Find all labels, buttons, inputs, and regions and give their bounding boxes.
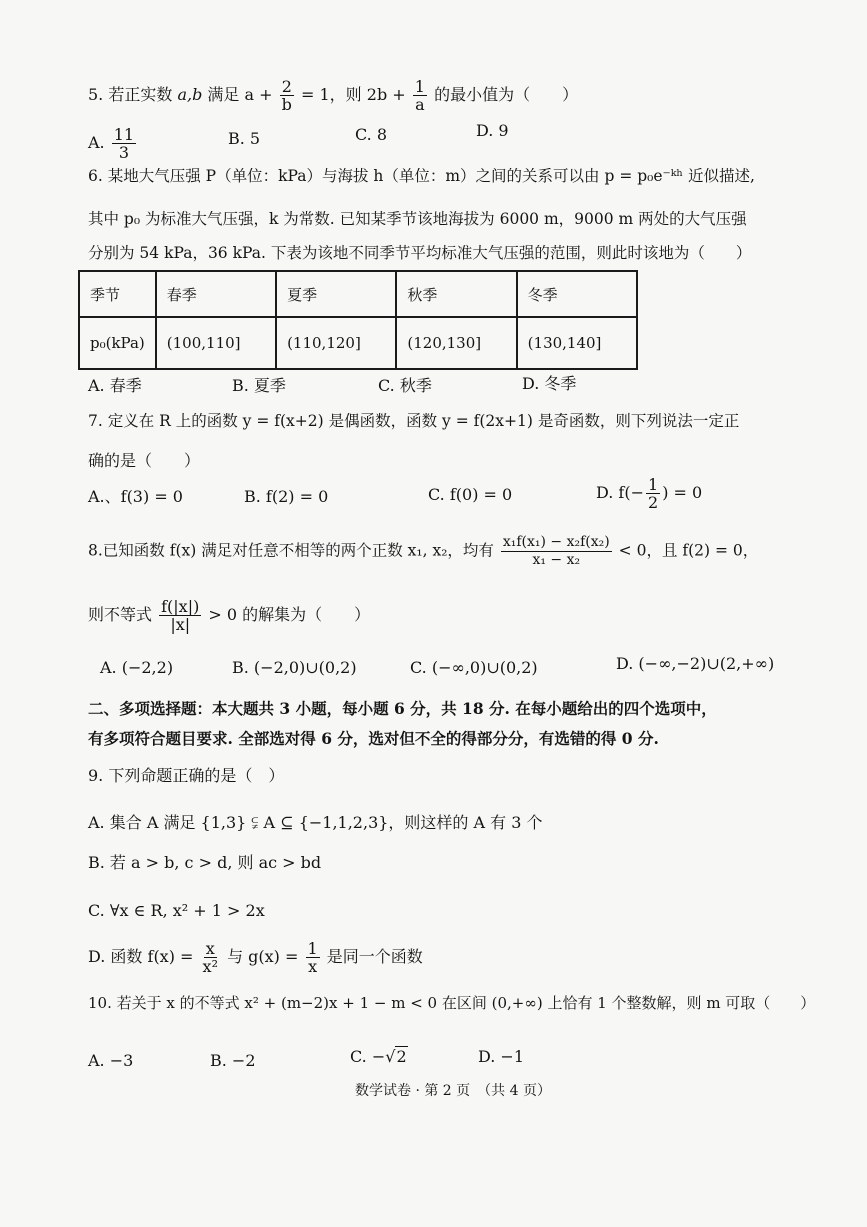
q8-ineq-den: |x| — [170, 615, 191, 634]
q5-target-den: a — [415, 95, 425, 114]
table-cell: (120,130] — [396, 317, 516, 369]
q5-option-a-label: A. — [88, 133, 105, 152]
q9-g-fraction — [306, 940, 320, 975]
q7-option-d-fraction — [646, 476, 660, 511]
q9-g-num: 1 — [307, 939, 318, 958]
q7-option-d-post: ) = 0 — [662, 483, 703, 502]
table-header-cell: 季节 — [79, 271, 156, 317]
q8-option-a: A. (−2,2) — [100, 658, 174, 677]
q10-stem: 10. 若关于 x 的不等式 x² + (m−2)x + 1 − m < 0 在区间 (0,+∞) 上恰有 1 个整数解，则 m 可取（ ） — [88, 994, 816, 1012]
table-header-cell: 冬季 — [517, 271, 637, 317]
q5-cond-post: = 1，则 2b + — [301, 85, 406, 104]
q5-stem-suffix: 的最小值为（ ） — [434, 85, 579, 104]
q8-ineq-num: f(|x|) — [161, 597, 200, 616]
q6-line-3: 分别为 54 kPa，36 kPa. 下表为该地不同季节平均标准大气压强的范围，则此时该地为（ ） — [88, 244, 752, 262]
q7-option-d-den: 2 — [648, 493, 659, 512]
q5-option-c: C. 8 — [355, 125, 388, 144]
q9-option-d-mid: 与 g(x) = — [227, 947, 299, 966]
q7-option-a: A.、f(3) = 0 — [88, 487, 183, 506]
q8-option-d: D. (−∞,−2)∪(2,+∞) — [616, 654, 775, 673]
q8-fraction — [501, 534, 612, 569]
q8-frac-den: x₁ − x₂ — [532, 552, 581, 568]
q7-line-2: 确的是（ ） — [88, 451, 201, 470]
q5-stem — [88, 78, 578, 113]
q10-option-d: D. −1 — [478, 1047, 525, 1066]
table-row — [79, 317, 637, 369]
q9-f-fraction — [201, 940, 220, 975]
q5-target-num: 1 — [414, 77, 425, 96]
q5-option-d: D. 9 — [476, 121, 509, 140]
q10-option-a: A. −3 — [88, 1051, 134, 1070]
q10-option-b: B. −2 — [210, 1051, 256, 1070]
q5-option-b: B. 5 — [228, 129, 261, 148]
q5-option-a-fraction — [112, 126, 136, 161]
q5-cond-pre: a + — [244, 85, 273, 104]
q5-cond-fraction — [280, 78, 294, 113]
q5-stem-prefix: 5. 若正实数 — [88, 85, 173, 104]
q5-option-a-num: 11 — [113, 125, 135, 144]
sqrt-icon: √ — [385, 1047, 396, 1066]
q5-cond-den: b — [281, 95, 292, 114]
q8-line2-pre: 则不等式 — [88, 605, 153, 624]
q8-stem-post: < 0，且 f(2) = 0， — [618, 541, 759, 560]
table-header-cell: 春季 — [156, 271, 276, 317]
q9-option-b: B. 若 a > b, c > d, 则 ac > bd — [88, 853, 322, 872]
q10-option-c-pre: C. − — [350, 1047, 386, 1066]
q9-f-num: x — [205, 939, 215, 958]
q9-option-d-post: 是同一个函数 — [326, 947, 423, 966]
q8-line2-post: > 0 的解集为（ ） — [208, 605, 371, 624]
q10-option-c-radicand: 2 — [396, 1047, 407, 1066]
q9-stem: 9. 下列命题正确的是（ ） — [88, 766, 285, 785]
section-2-heading-line-2: 有多项符合题目要求. 全部选对得 6 分，选对但不全的得部分分，有选错的得 0 分. — [88, 729, 659, 748]
q6-option-a: A. 春季 — [88, 376, 142, 395]
q6-line-1: 6. 某地大气压强 P（单位：kPa）与海拔 h（单位：m）之间的关系可以由 p = p₀e⁻ᵏʰ 近似描述, — [88, 167, 755, 185]
season-pressure-table — [78, 270, 638, 370]
q7-option-d-num: 1 — [648, 475, 659, 494]
q8-option-c: C. (−∞,0)∪(0,2) — [410, 658, 538, 677]
q10-option-c — [350, 1046, 408, 1068]
q8-ineq-fraction — [159, 598, 201, 633]
q9-g-den: x — [308, 957, 318, 976]
table-cell: (130,140] — [517, 317, 637, 369]
q6-option-d: D. 冬季 — [522, 374, 577, 393]
q7-option-b: B. f(2) = 0 — [244, 487, 329, 506]
q9-option-d — [88, 940, 423, 975]
q8-stem-pre: 8.已知函数 f(x) 满足对任意不相等的两个正数 x₁, x₂，均有 — [88, 541, 494, 560]
q5-cond-num: 2 — [281, 77, 292, 96]
q7-option-d-pre: D. f(− — [596, 483, 644, 502]
q8-option-b: B. (−2,0)∪(0,2) — [232, 658, 357, 677]
q8-frac-num: x₁f(x₁) − x₂f(x₂) — [502, 534, 610, 550]
q6-option-c: C. 秋季 — [378, 376, 432, 395]
page-footer: 数学试卷 · 第 2 页 （共 4 页） — [355, 1083, 551, 1099]
q5-vars: a,b — [177, 85, 203, 104]
table-cell: (110,120] — [276, 317, 396, 369]
q5-option-a — [88, 126, 138, 161]
q8-line-1 — [88, 534, 758, 569]
q6-line-2: 其中 p₀ 为标准大气压强，k 为常数. 已知某季节该地海拔为 6000 m，9000 m 两处的大气压强 — [88, 210, 747, 228]
q5-option-a-den: 3 — [118, 143, 129, 162]
q9-option-d-pre: D. 函数 f(x) = — [88, 947, 194, 966]
q5-stem-mid: 满足 — [207, 85, 240, 104]
q6-option-b: B. 夏季 — [232, 376, 286, 395]
q7-option-d — [596, 476, 702, 511]
section-2-heading-line-1: 二、多项选择题：本大题共 3 小题，每小题 6 分，共 18 分. 在每小题给出的四个选项中， — [88, 699, 717, 718]
q9-f-den: x² — [202, 957, 218, 976]
q7-option-c: C. f(0) = 0 — [428, 485, 513, 504]
q9-option-a: A. 集合 A 满足 {1,3} ⫋ A ⊆ {−1,1,2,3}，则这样的 A 有 3 个 — [88, 813, 543, 832]
q9-option-c: C. ∀x ∈ R, x² + 1 > 2x — [88, 901, 265, 920]
q8-line-2 — [88, 598, 370, 633]
q5-target-fraction — [413, 78, 427, 113]
table-cell: (100,110] — [156, 317, 276, 369]
q7-line-1: 7. 定义在 R 上的函数 y = f(x+2) 是偶函数，函数 y = f(2x+1) 是奇函数，则下列说法一定正 — [88, 412, 740, 430]
table-row-label: p₀(kPa) — [79, 317, 156, 369]
table-header-cell: 夏季 — [276, 271, 396, 317]
table-header-row — [79, 271, 637, 317]
table-header-cell: 秋季 — [396, 271, 516, 317]
